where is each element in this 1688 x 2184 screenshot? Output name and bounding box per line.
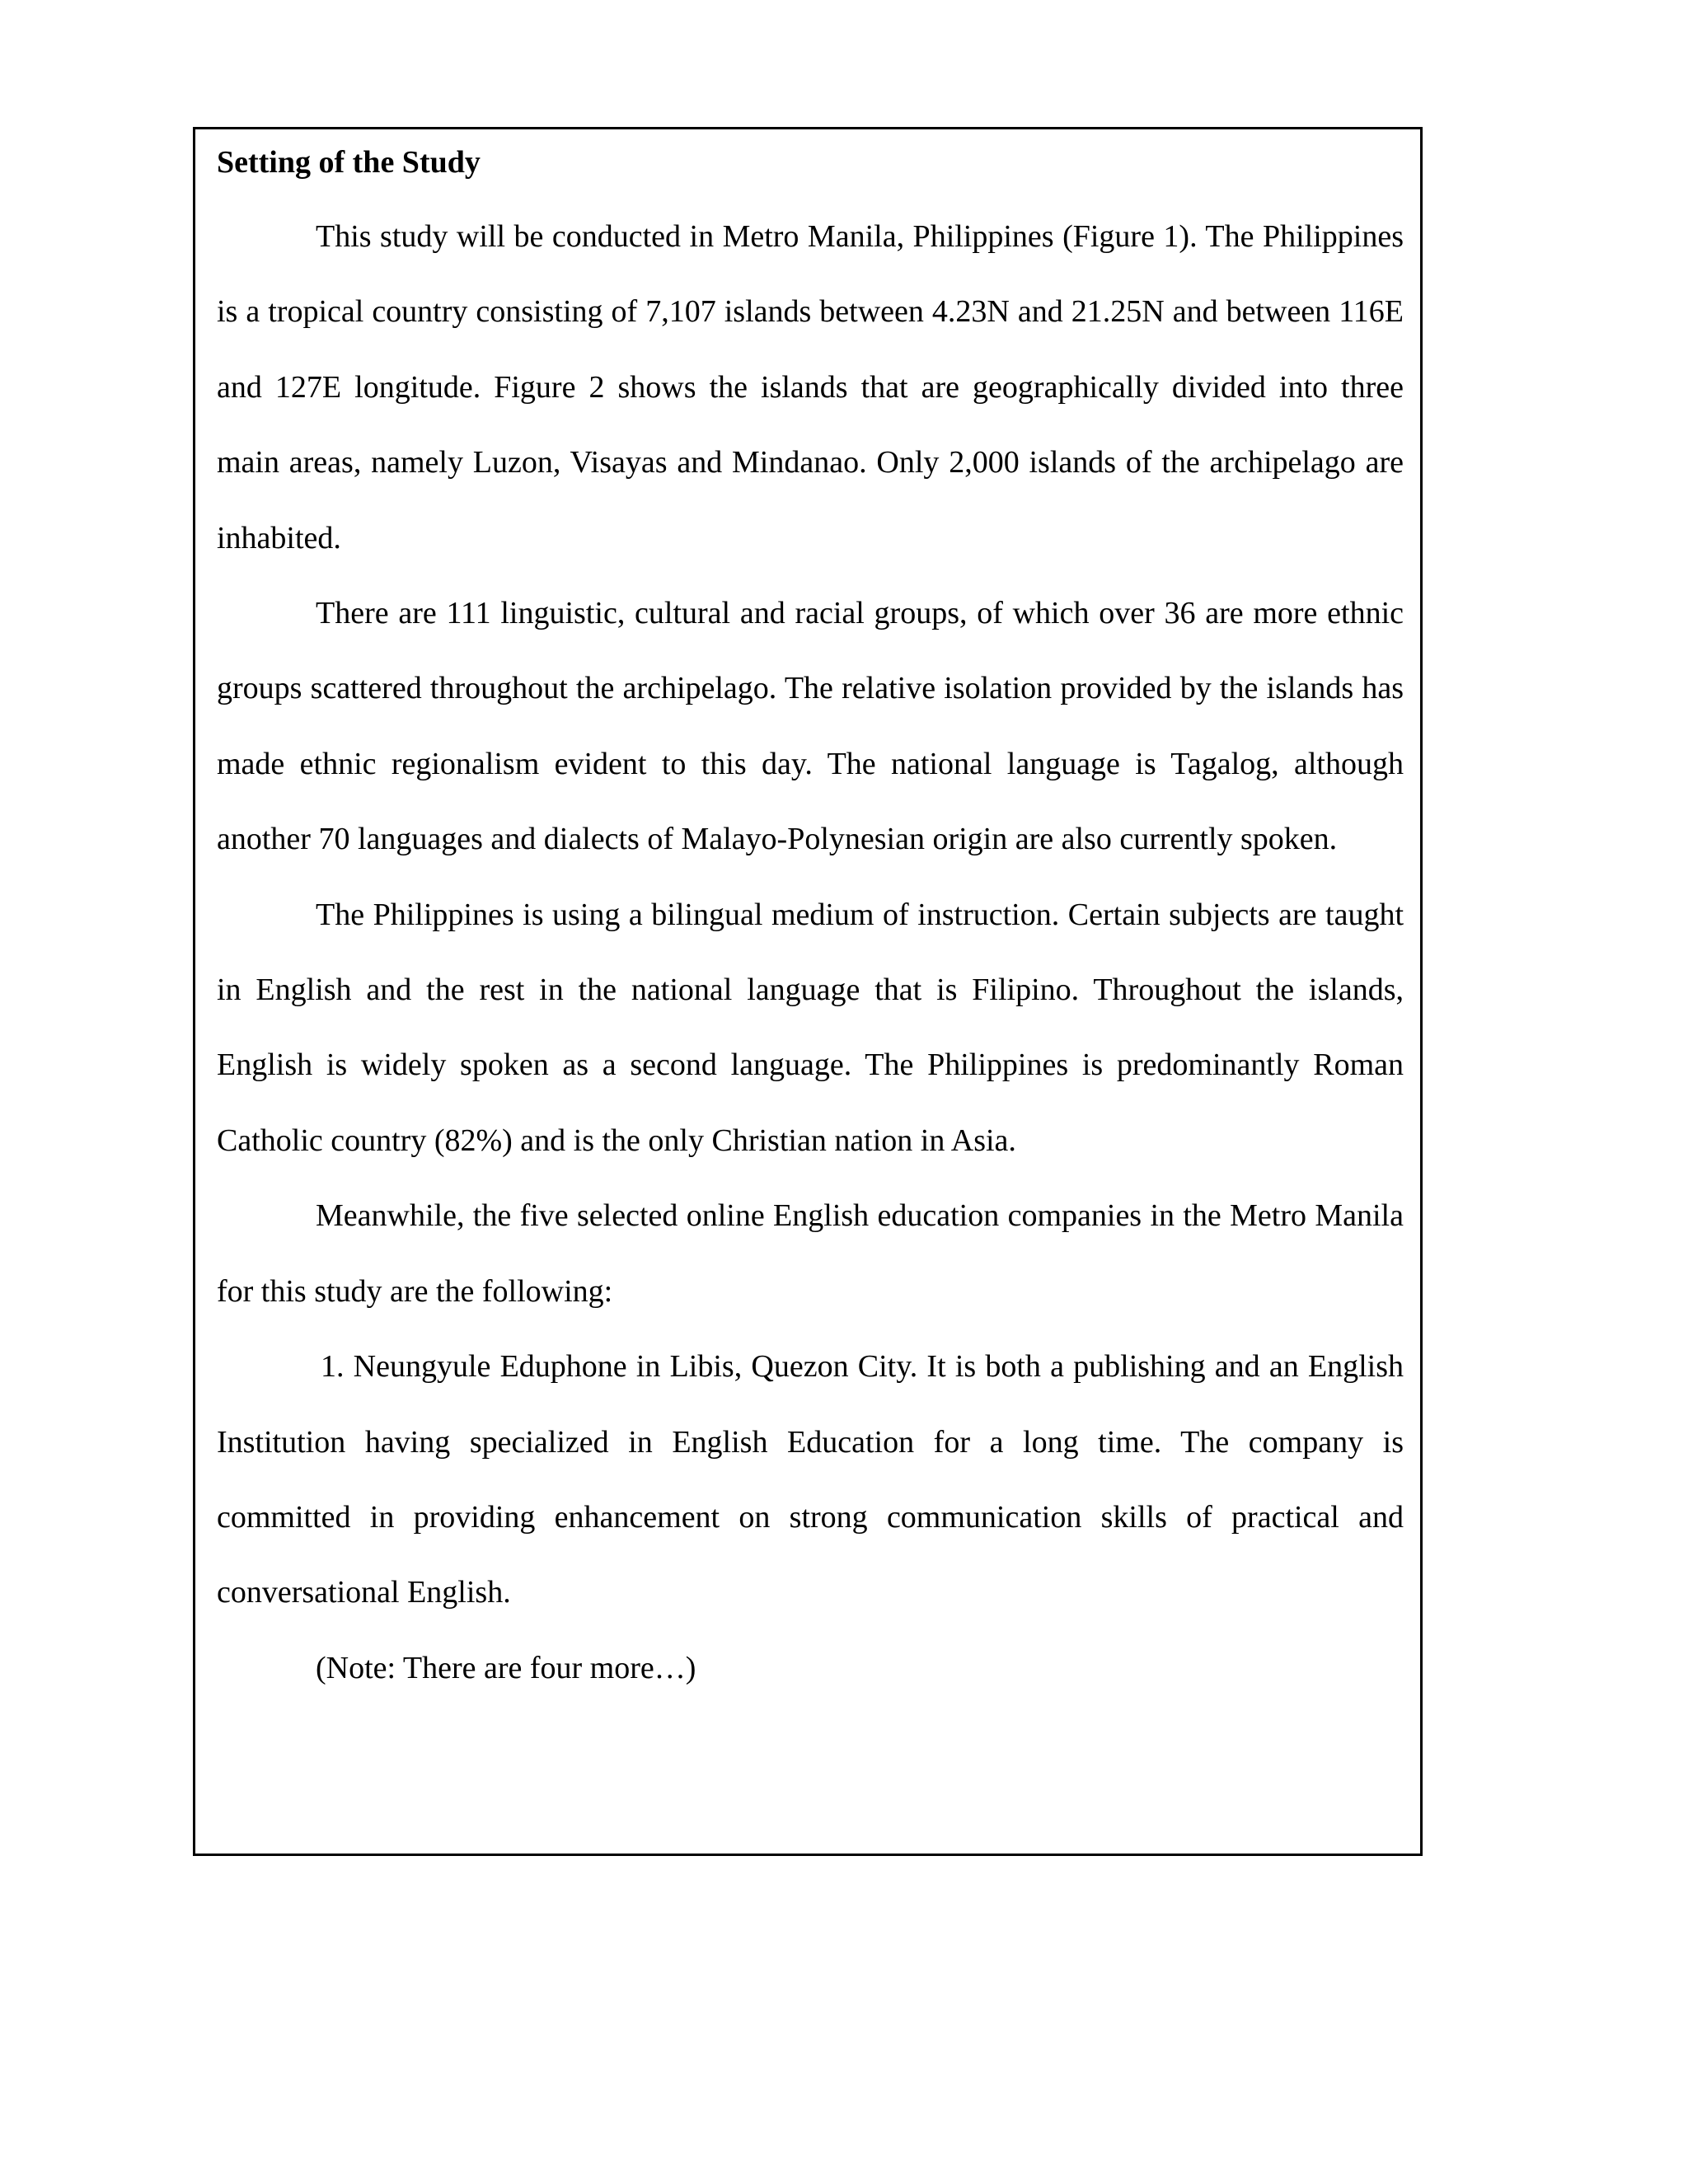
paragraph-companies-intro: Meanwhile, the five selected online English education companies in the Metro Manila for this study are the following: [217, 1198, 1404, 1309]
paragraph-setting: This study will be conducted in Metro Manila, Philippines (Figure 1). The Philippines is a tropical country consisting of 7,107 islands between 4.23N and 21.25N and between 116E and 127E longitude. Figure 2 shows the islands that are geographically divided into three main areas, namely Luzon, Visayas and Mindanao. Only 2,000 islands of the archipelago are inhabited. [217, 219, 1404, 555]
section-heading: Setting of the Study [217, 145, 481, 180]
paragraph-ethnic-groups: There are 111 linguistic, cultural and racial groups, of which over 36 are more ethnic groups scattered throughout the archipelago. The relative isolation provided by the islands has made ethnic regionalism evident to this day. The national language is Tagalog, although another 70 languages and dialects of Malayo-Polynesian origin are also currently spoken. [217, 596, 1404, 857]
bordered-text-box [193, 127, 1423, 1856]
document-body [217, 129, 1404, 1706]
paragraph-language-instruction: The Philippines is using a bilingual medium of instruction. Certain subjects are taught in English and the rest in the national language that is Filipino. Throughout the islands, English is widely spoken as a second language. The Philippines is predominantly Roman Catholic country (82%) and is the only Christian nation in Asia. [217, 897, 1404, 1158]
paragraph-note: (Note: There are four more…) [316, 1650, 696, 1685]
list-item-company-1: 1. Neungyule Eduphone in Libis, Quezon City. It is both a publishing and an English Institution having specialized in English Education for a long time. The company is committed in providing enhancement on strong communication skills of practical and conversational English. [217, 1349, 1404, 1610]
